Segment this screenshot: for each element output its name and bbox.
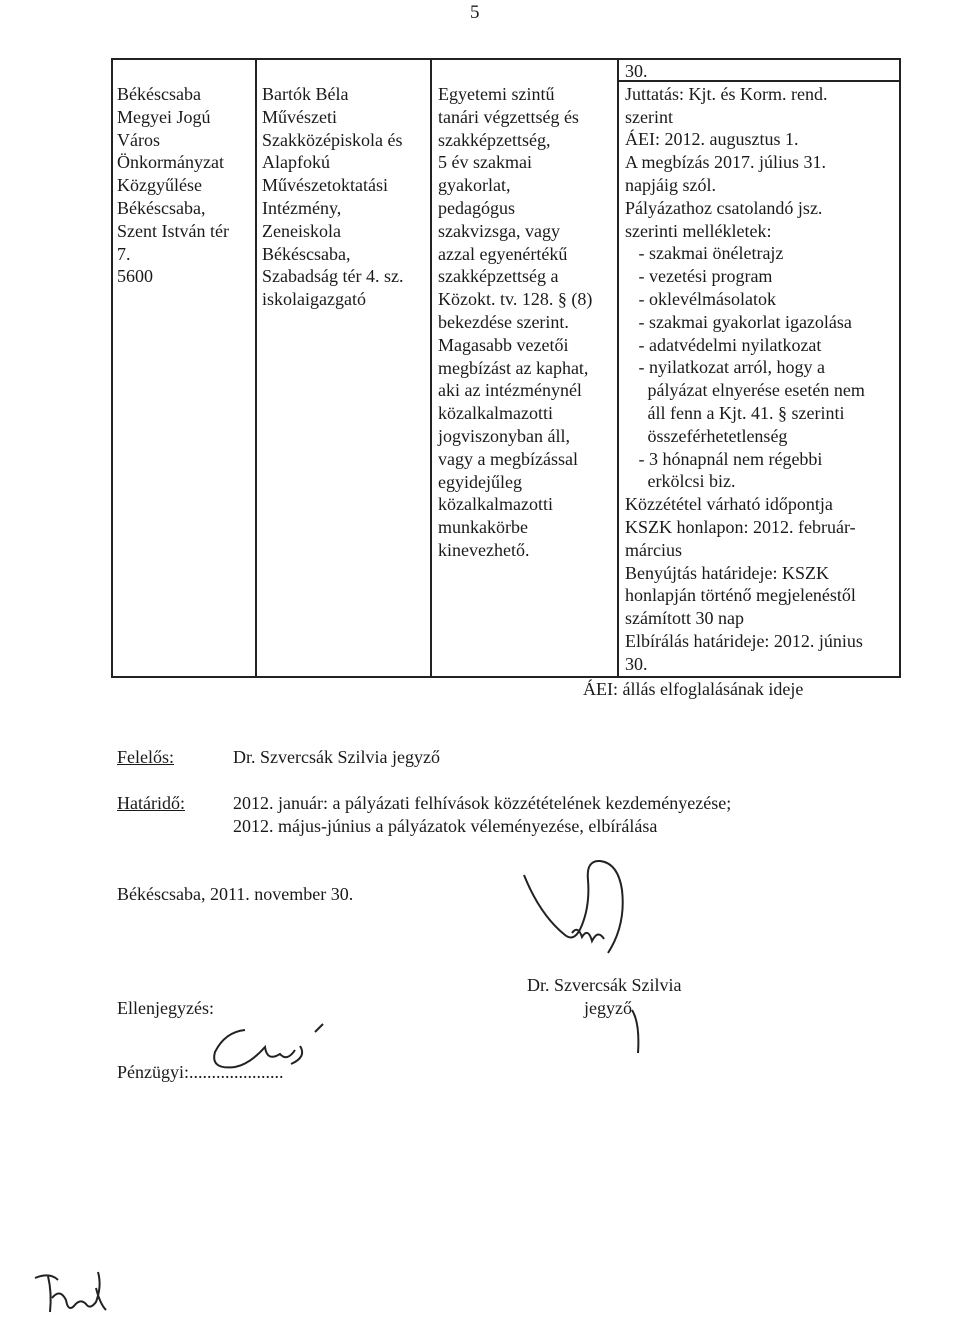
table-divider	[430, 58, 432, 678]
table-divider	[617, 58, 619, 678]
table-cell-line: Zeneiskola	[262, 220, 341, 241]
signer-title: jegyző	[584, 998, 632, 1018]
table-cell-line: szakképzettség,	[438, 129, 551, 150]
table-cell-line: pedagógus	[438, 197, 515, 218]
table-cell-line: Megyei Jogú	[117, 106, 211, 127]
table-cell-line: napjáig szól.	[625, 174, 716, 195]
table-cell-line: Város	[117, 129, 160, 150]
table-cell-line: - oklevélmásolatok	[625, 288, 776, 309]
responsible-label: Felelős:	[117, 747, 174, 767]
table-col-details	[625, 60, 865, 676]
table-cell-line: gyakorlat,	[438, 175, 511, 196]
table-cell-line: közalkalmazotti	[438, 494, 553, 515]
signature-stroke	[628, 1008, 648, 1058]
table-cell-line: tanári végzettség és	[438, 106, 579, 127]
table-cell-line: Szabadság tér 4. sz.	[262, 266, 404, 287]
deadline-line-2: 2012. május-június a pályázatok véleményezése, elbírálása	[233, 816, 658, 836]
table-cell-line: Bartók Béla	[262, 84, 349, 104]
signer-name: Dr. Szvercsák Szilvia	[527, 975, 682, 995]
table-cell-line: Békéscsaba	[117, 84, 201, 104]
page-number: 5	[470, 2, 480, 23]
table-cell-line: iskolaigazgató	[262, 289, 366, 310]
table-col-employer	[117, 83, 229, 288]
table-col-institution	[262, 83, 403, 311]
table-cell-line: - nyilatkozat arról, hogy a	[625, 357, 825, 378]
table-cell-line: - 3 hónapnál nem régebbi	[625, 448, 823, 469]
table-cell-line: Közzététel várható időpontja	[625, 494, 833, 515]
table-cell-line: Önkormányzat	[117, 152, 224, 173]
table-cell-line: Pályázathoz csatolandó jsz.	[625, 197, 823, 218]
table-cell-line: szerint	[625, 106, 673, 127]
table-cell-line: KSZK honlapon: 2012. február-	[625, 516, 856, 537]
responsible-value: Dr. Szvercsák Szilvia jegyző	[233, 747, 440, 767]
table-cell-line: A megbízás 2017. július 31.	[625, 152, 826, 173]
deadline-label: Határidő:	[117, 793, 185, 813]
table-cell-line: - adatvédelmi nyilatkozat	[625, 334, 822, 355]
table-cell-line: 7.	[117, 243, 131, 264]
table-cell-line: vagy a megbízással	[438, 448, 578, 469]
table-cell-line: bekezdése szerint.	[438, 311, 569, 332]
table-cell-line: Művészetoktatási	[262, 175, 388, 196]
table-cell-line: munkakörbe	[438, 517, 528, 538]
table-cell-line: áll fenn a Kjt. 41. § szerinti	[625, 402, 845, 423]
table-cell-line: Szakközépiskola és	[262, 129, 403, 150]
table-cell-line: Közgyűlése	[117, 175, 202, 196]
table-cell-line: összeférhetetlenség	[625, 425, 788, 446]
table-cell-line: megbízást az kaphat,	[438, 357, 589, 378]
table-cell-line: jogviszonyban áll,	[438, 425, 570, 446]
deadline-line-1: 2012. január: a pályázati felhívások közzétételének kezdeményezése;	[233, 793, 732, 813]
table-cell-line: számított 30 nap	[625, 608, 744, 629]
table-cell-line: március	[625, 539, 682, 560]
table-cell-line: 5 év szakmai	[438, 152, 532, 173]
table-cell-line: 30.	[625, 653, 648, 674]
table-cell-line: 30.	[625, 61, 648, 81]
footnote: ÁEI: állás elfoglalásának ideje	[583, 679, 804, 699]
table-cell-line: Juttatás: Kjt. és Korm. rend.	[625, 83, 828, 104]
table-cell-line: aki az intézménynél	[438, 380, 582, 401]
initials-mark	[30, 1268, 110, 1318]
table-cell-line: kinevezhető.	[438, 539, 530, 560]
notary-signature	[520, 855, 650, 955]
table-cell-line: Egyetemi szintű	[438, 84, 555, 104]
table-cell-line: azzal egyenértékű	[438, 243, 568, 264]
table-cell-line: Alapfokú	[262, 152, 330, 173]
table-cell-line: erkölcsi biz.	[625, 471, 736, 492]
table-cell-line: szerinti mellékletek:	[625, 220, 772, 241]
table-cell-line: Szent István tér	[117, 220, 229, 241]
table-cell-line: szakképzettség a	[438, 266, 559, 287]
table-cell-line: honlapján történő megjelenéstől	[625, 585, 856, 606]
table-cell-line: Művészeti	[262, 106, 337, 127]
table-cell-line: pályázat elnyerése esetén nem	[625, 380, 865, 401]
table-cell-line: 5600	[117, 266, 153, 287]
table-cell-line: Benyújtás határideje: KSZK	[625, 562, 829, 583]
table-cell-line: Intézmény,	[262, 197, 342, 218]
table-cell-line: - szakmai gyakorlat igazolása	[625, 311, 852, 332]
table-cell-line: szakvizsga, vagy	[438, 220, 560, 241]
table-cell-line: egyidejűleg	[438, 471, 522, 492]
table-cell-line: Közokt. tv. 128. § (8)	[438, 289, 593, 310]
table-cell-line: Békéscsaba,	[117, 197, 206, 218]
finance-label: Pénzügyi:.....................	[117, 1062, 284, 1082]
countersign-label: Ellenjegyzés:	[117, 998, 214, 1018]
table-cell-line: közalkalmazotti	[438, 403, 553, 424]
table-cell-line: ÁEI: 2012. augusztus 1.	[625, 129, 799, 150]
table-cell-line: Elbírálás határideje: 2012. június	[625, 630, 863, 651]
table-cell-line: Békéscsaba,	[262, 243, 351, 264]
table-cell-line: - vezetési program	[625, 266, 773, 287]
table-cell-line: - szakmai önéletrajz	[625, 243, 784, 264]
table-col-requirements	[438, 83, 592, 562]
table-cell-line: Magasabb vezetői	[438, 334, 569, 355]
table-divider	[255, 58, 257, 678]
place-date: Békéscsaba, 2011. november 30.	[117, 884, 354, 904]
